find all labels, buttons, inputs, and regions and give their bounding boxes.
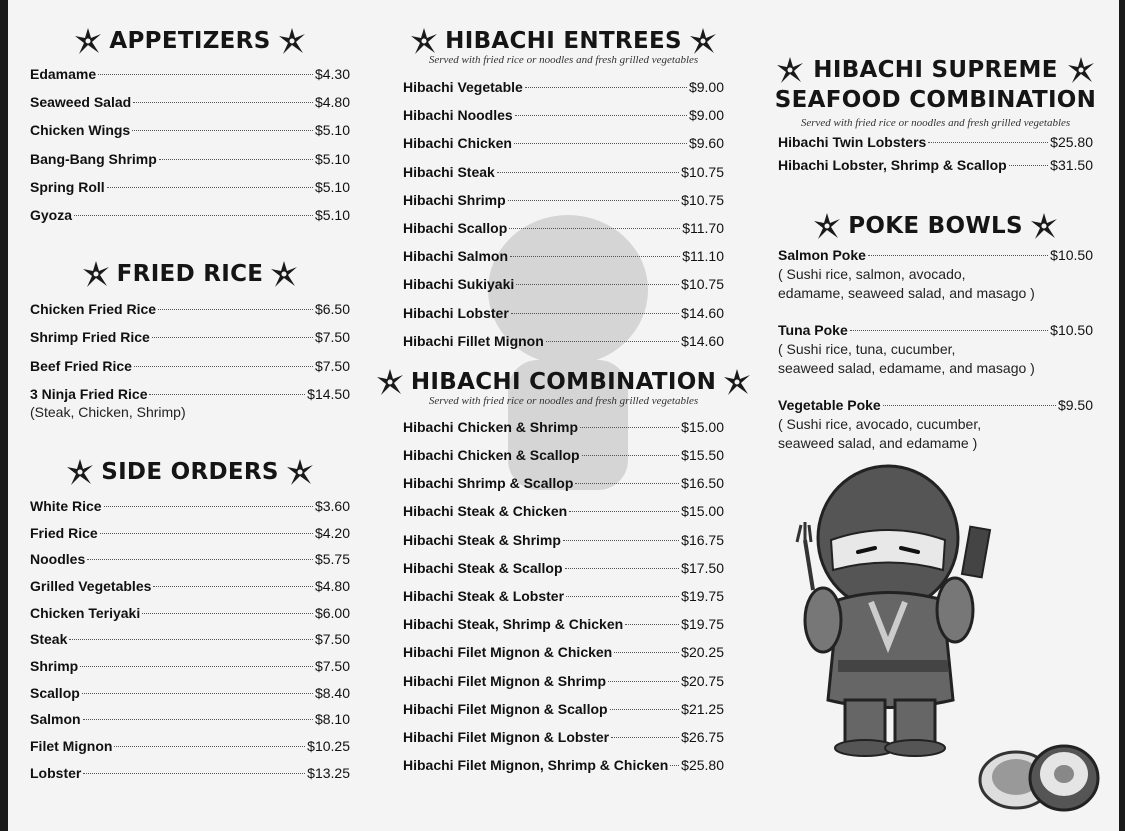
hibachi-combination-subtitle: Served with fried rice or noodles and fresh grilled vegetables xyxy=(428,394,699,407)
poke-bowls-title: POKE BOWLS xyxy=(848,213,1023,239)
shuriken-icon xyxy=(1066,55,1096,85)
column-middle xyxy=(403,0,724,779)
supreme-heading xyxy=(774,55,1097,115)
hibachi-entrees-subtitle: Served with fried rice or noodles and fresh grilled vegetables xyxy=(428,54,699,66)
fried-rice-list xyxy=(30,295,350,421)
menu-item: Hibachi Steak & Shrimp $16.75 xyxy=(403,531,724,548)
supreme-subtitle: Served with fried rice or noodles and fresh grilled vegetables xyxy=(800,117,1071,129)
menu-item: Hibachi Fillet Mignon $14.60 xyxy=(403,332,724,349)
menu-item: Hibachi Filet Mignon, Shrimp & Chicken $25.80 xyxy=(403,757,724,774)
shuriken-icon xyxy=(277,26,307,56)
poke-item-salmon xyxy=(778,245,1093,303)
menu-item: Edamame $4.30 xyxy=(30,66,350,82)
menu-item: Fried Rice $4.20 xyxy=(30,524,350,541)
ninja-chef-icon xyxy=(783,460,1003,760)
item-description: ( Sushi rice, salmon, avocado, xyxy=(778,266,966,282)
menu-item: Hibachi Filet Mignon & Scallop $21.25 xyxy=(403,700,724,717)
menu-item: Shrimp Fried Rice $7.50 xyxy=(30,329,350,346)
menu-item: Noodles $5.75 xyxy=(30,551,350,568)
hibachi-entrees-title: HIBACHI ENTREES xyxy=(445,28,682,54)
menu-item: Vegetable Poke $9.50 xyxy=(778,397,1093,413)
menu-item: Salmon $8.10 xyxy=(30,711,350,728)
shuriken-icon xyxy=(81,259,111,289)
hibachi-entrees-heading xyxy=(403,26,724,56)
hibachi-combination-title: HIBACHI COMBINATION xyxy=(410,368,717,395)
menu-item: Beef Fried Rice $7.50 xyxy=(30,357,350,374)
menu-item: Gyoza $5.10 xyxy=(30,206,350,223)
supreme-title-line1: HIBACHI SUPREME xyxy=(813,57,1058,83)
supreme-title-line2: SEAFOOD COMBINATION xyxy=(774,87,1097,113)
fried-rice-heading xyxy=(30,259,350,289)
menu-item: Hibachi Chicken & Shrimp $15.00 xyxy=(403,418,724,435)
menu-item: 3 Ninja Fried Rice $14.50 xyxy=(30,385,350,402)
hibachi-combination-list xyxy=(403,413,724,779)
menu-item: Chicken Teriyaki $6.00 xyxy=(30,604,350,621)
item-description: seaweed salad, edamame, and masago ) xyxy=(778,360,1035,376)
item-note: (Steak, Chicken, Shrimp) xyxy=(30,403,186,420)
shuriken-icon xyxy=(688,26,718,56)
poke-item-vegetable xyxy=(778,395,1093,453)
menu-item: Hibachi Steak & Lobster $19.75 xyxy=(403,588,724,604)
menu-item: Hibachi Filet Mignon & Shrimp $20.75 xyxy=(403,672,724,689)
shuriken-icon xyxy=(269,259,299,289)
item-description: edamame, seaweed salad, and masago ) xyxy=(778,285,1035,301)
shuriken-icon xyxy=(65,457,95,487)
menu-item: Hibachi Steak, Shrimp & Chicken $19.75 xyxy=(403,616,724,633)
poke-item-tuna xyxy=(778,320,1093,378)
menu-item: Hibachi Filet Mignon & Chicken $20.25 xyxy=(403,644,724,661)
shuriken-icon xyxy=(409,26,439,56)
hibachi-combination-heading xyxy=(403,367,724,397)
menu-item: Seaweed Salad $4.80 xyxy=(30,94,350,111)
menu-item: Hibachi Chicken $9.60 xyxy=(403,135,724,152)
menu-item: Hibachi Noodles $9.00 xyxy=(403,107,724,124)
menu-item: Filet Mignon $10.25 xyxy=(30,738,350,755)
menu-item: Chicken Wings $5.10 xyxy=(30,122,350,139)
menu-item: Hibachi Salmon $11.10 xyxy=(403,248,724,265)
appetizers-heading xyxy=(30,26,350,56)
shuriken-icon xyxy=(73,26,103,56)
menu-item: Steak $7.50 xyxy=(30,631,350,648)
appetizers-title: APPETIZERS xyxy=(109,28,271,54)
menu-item: Hibachi Lobster, Shrimp & Scallop $31.50 xyxy=(778,157,1093,173)
shuriken-icon xyxy=(375,367,405,397)
shuriken-icon xyxy=(775,55,805,85)
column-left xyxy=(30,0,350,786)
sushi-roll-icon xyxy=(976,730,1106,820)
menu-item: Hibachi Scallop $11.70 xyxy=(403,219,724,236)
fried-rice-title: FRIED RICE xyxy=(116,261,264,288)
shuriken-icon xyxy=(1029,211,1059,241)
menu-item: Shrimp $7.50 xyxy=(30,658,350,674)
poke-bowls-list xyxy=(778,245,1093,453)
menu-item: Hibachi Shrimp $10.75 xyxy=(403,191,724,208)
menu-item: Lobster $13.25 xyxy=(30,764,350,781)
menu-page xyxy=(8,0,1119,831)
menu-item: Hibachi Twin Lobsters $25.80 xyxy=(778,134,1093,150)
item-description: ( Sushi rice, avocado, cucumber, xyxy=(778,416,982,432)
menu-item: Scallop $8.40 xyxy=(30,684,350,701)
menu-item: Hibachi Shrimp & Scallop $16.50 xyxy=(403,475,724,492)
shuriken-icon xyxy=(812,211,842,241)
menu-item: Chicken Fried Rice $6.50 xyxy=(30,301,350,318)
menu-item: Hibachi Filet Mignon & Lobster $26.75 xyxy=(403,728,724,745)
menu-item: Hibachi Vegetable $9.00 xyxy=(403,79,724,95)
shuriken-icon xyxy=(285,457,315,487)
item-description: ( Sushi rice, tuna, cucumber, xyxy=(778,341,956,357)
shuriken-icon xyxy=(722,367,752,397)
column-right xyxy=(774,0,1097,453)
menu-item: Spring Roll $5.10 xyxy=(30,178,350,195)
item-description: seaweed salad, and edamame ) xyxy=(778,435,978,451)
poke-bowls-heading xyxy=(778,211,1093,241)
menu-item: Tuna Poke $10.50 xyxy=(778,322,1093,338)
menu-item: Bang-Bang Shrimp $5.10 xyxy=(30,150,350,167)
menu-item: Hibachi Sukiyaki $10.75 xyxy=(403,276,724,293)
menu-item: Hibachi Steak & Chicken $15.00 xyxy=(403,503,724,520)
menu-item: Hibachi Steak $10.75 xyxy=(403,163,724,180)
menu-item: Salmon Poke $10.50 xyxy=(778,247,1093,263)
menu-item: Hibachi Chicken & Scallop $15.50 xyxy=(403,447,724,464)
menu-item: Hibachi Steak & Scallop $17.50 xyxy=(403,559,724,576)
side-orders-list xyxy=(30,493,350,787)
menu-item: Hibachi Lobster $14.60 xyxy=(403,304,724,321)
side-orders-heading xyxy=(30,457,350,487)
menu-item: White Rice $3.60 xyxy=(30,497,350,514)
supreme-list xyxy=(778,131,1093,177)
hibachi-entrees-list xyxy=(403,73,724,355)
menu-item: Grilled Vegetables $4.80 xyxy=(30,577,350,594)
side-orders-title: SIDE ORDERS xyxy=(101,458,279,485)
appetizers-list xyxy=(30,60,350,229)
